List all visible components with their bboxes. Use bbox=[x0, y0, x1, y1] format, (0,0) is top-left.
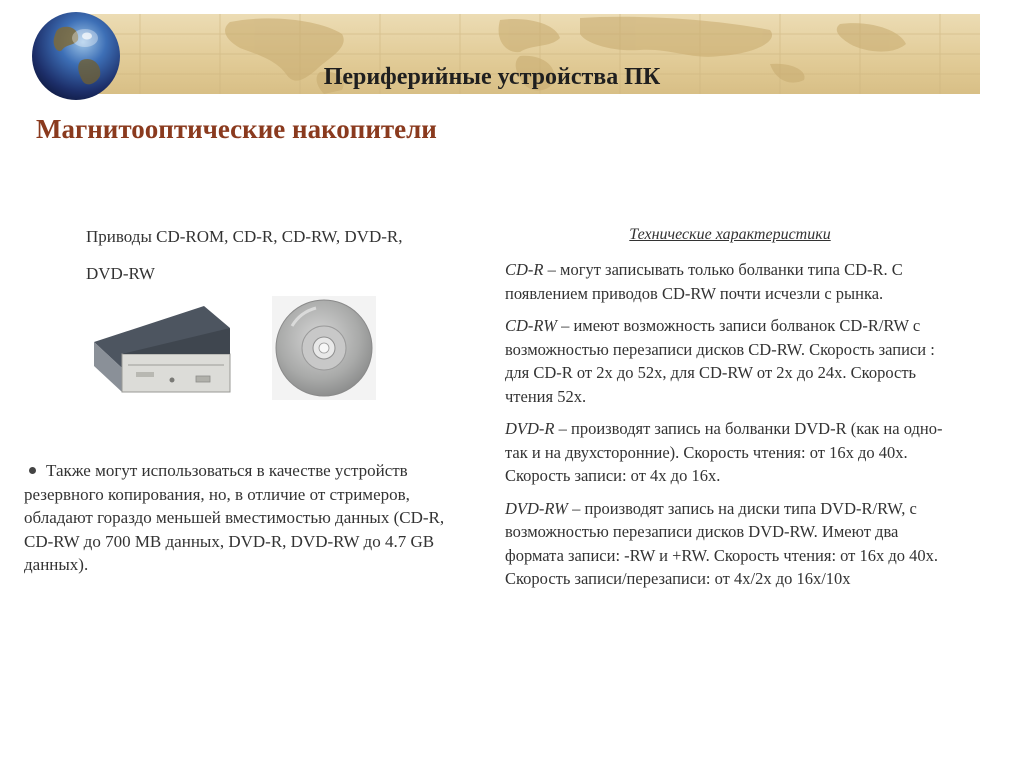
drives-heading bbox=[86, 218, 496, 292]
cd-disc-image bbox=[272, 296, 376, 400]
cd-drive-image bbox=[92, 302, 232, 396]
spec-text: – производят запись на диски типа DVD-R/RW, с возможностью перезаписи дисков DVD-RW. Имеют два формата записи: -RW и +RW. Скорость чтения: от 16x до 40x. Скорость записи/перезаписи: от 4x/2x до 16x/10x bbox=[505, 498, 939, 588]
spec-dvd-rw bbox=[505, 497, 945, 591]
spec-term: CD-R bbox=[505, 260, 544, 279]
spec-term: CD-RW bbox=[505, 316, 557, 335]
tech-specs bbox=[505, 226, 945, 600]
spec-cd-r bbox=[505, 258, 945, 305]
bullet-text bbox=[24, 459, 464, 577]
drives-heading-line1: Приводы CD-ROM, CD-R, CD-RW, DVD-R, bbox=[86, 227, 403, 246]
spec-dvd-r bbox=[505, 417, 945, 488]
spec-text: – производят запись на болванки DVD-R (как на одно- так и на двухсторонние). Скорость чтения: от 16x до 40x. Скорость записи: от 4x до 16x. bbox=[505, 419, 943, 485]
spec-term: DVD-R bbox=[505, 419, 555, 438]
spec-text: – имеют возможность записи болванок CD-R/RW с возможностью перезаписи дисков CD-RW. Скорость записи : для CD-R от 2x до 52x, для CD-RW от 2x до 24x. Скорость чтения 52x. bbox=[505, 316, 935, 406]
bullet-text-body: Также могут использоваться в качестве устройств резервного копирования, но, в отличие от стримеров, обладают гораздо меньшей вместимостью данных (CD-R, CD-RW до 700 MB данных, DVD-R, DVD-RW до 4.7 GB данных). bbox=[24, 461, 445, 574]
bullet-dot-icon bbox=[29, 467, 36, 474]
spec-cd-rw bbox=[505, 314, 945, 408]
spec-term: DVD-RW bbox=[505, 498, 568, 518]
slide-title: Периферийные устройства ПК bbox=[323, 64, 661, 90]
spec-text: – могут записывать только болванки типа CD-R. С появлением приводов CD-RW почти исчезли с рынка. bbox=[505, 260, 903, 303]
section-subtitle: Магнитооптические накопители bbox=[36, 114, 437, 144]
drives-heading-line2: DVD-RW bbox=[86, 264, 155, 283]
tech-specs-title: Технические характеристики bbox=[629, 226, 831, 243]
